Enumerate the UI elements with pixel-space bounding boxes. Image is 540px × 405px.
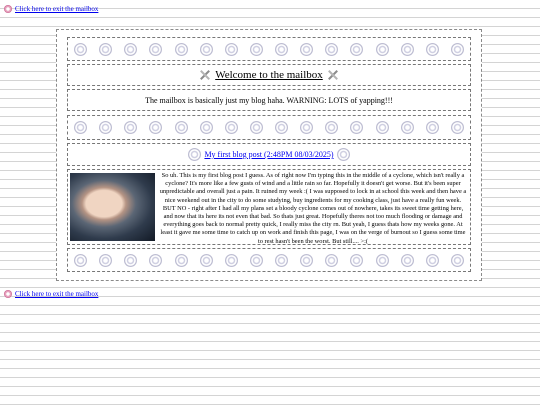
swirl-icon	[401, 121, 414, 134]
swirl-icon	[350, 43, 363, 56]
swirl-icon	[401, 254, 414, 267]
post-photo	[70, 173, 155, 241]
swirl-icon	[275, 254, 288, 267]
swirl-icon	[401, 43, 414, 56]
swirl-icon	[376, 254, 389, 267]
swirl-icon	[99, 43, 112, 56]
blog-post	[67, 169, 471, 245]
swirl-icon	[300, 121, 313, 134]
swirl-icon	[300, 43, 313, 56]
swirl-icon	[426, 43, 439, 56]
swirl-icon	[175, 121, 188, 134]
swirl-icon	[149, 121, 162, 134]
swirl-icon	[275, 43, 288, 56]
swirl-icon	[188, 148, 201, 161]
swirl-icon	[149, 43, 162, 56]
flower-icon	[4, 5, 12, 13]
decor-row-bottom	[67, 248, 471, 272]
swirl-icon	[200, 121, 213, 134]
swirl-icon	[250, 254, 263, 267]
swirl-icon	[376, 43, 389, 56]
swirl-icon	[337, 148, 350, 161]
decor-row-middle	[67, 115, 471, 140]
swirl-icon	[451, 254, 464, 267]
swirl-icon	[275, 121, 288, 134]
swirl-icon	[74, 43, 87, 56]
swirl-icon	[225, 121, 238, 134]
swirl-icon	[451, 43, 464, 56]
exit-link-label[interactable]: Click here to exit the mailbox	[15, 290, 99, 298]
swirl-icon	[175, 43, 188, 56]
swirl-icon	[74, 121, 87, 134]
post-body: So uh. This is my first blog post I guess. As of right now I'm typing this in the middle of a cyclone, which isn't really a cyclone? It's more like a few gusts of wind and a little rain so far. Hopefully it doesn't get worse. But it's been super unpredictable and overall just a pain. It ruined my week :( I was supposed to lock in at school this week and then have a nice weekend out in the city to do some studying, buy ingredients for my cooking class, just have a really fun week. BUT NO - right after I had all my plans set a bloody cyclone comes out of nowhere, takes its sweet time getting here, and now that its here its not even that bad. So thats just great. Hopefully theres not too much flooding or damage and everything goes back to normal pretty quick, I really miss the city rn. But yeah, I guess thats how my weeks gone. At least it gave me some time to catch up on work and finish this page, I was on the verge of burnout so I guess some time to rest hasn't been the worst. But still.... >:(	[159, 172, 467, 245]
swirl-icon	[376, 121, 389, 134]
swirl-icon	[99, 254, 112, 267]
title-banner	[67, 64, 471, 86]
exit-link-top[interactable]	[4, 5, 98, 13]
swirl-icon	[99, 121, 112, 134]
swirl-icon	[200, 254, 213, 267]
subtitle-banner	[67, 89, 471, 111]
post-title-banner	[67, 143, 471, 166]
swirl-icon	[124, 254, 137, 267]
flower-icon	[4, 290, 12, 298]
swirl-icon	[325, 254, 338, 267]
swirl-icon	[300, 254, 313, 267]
mailbox-frame	[56, 29, 482, 281]
page-subtitle: The mailbox is basically just my blog haha. WARNING: LOTS of yapping!!!	[145, 95, 393, 105]
tools-icon	[327, 69, 339, 81]
swirl-icon	[350, 121, 363, 134]
swirl-icon	[200, 43, 213, 56]
swirl-icon	[74, 254, 87, 267]
page-title: Welcome to the mailbox	[215, 69, 323, 81]
swirl-icon	[325, 121, 338, 134]
swirl-icon	[225, 254, 238, 267]
decor-row-top	[67, 37, 471, 61]
swirl-icon	[325, 43, 338, 56]
swirl-icon	[350, 254, 363, 267]
exit-link-bottom[interactable]	[4, 290, 98, 298]
swirl-icon	[225, 43, 238, 56]
swirl-icon	[250, 121, 263, 134]
exit-link-label[interactable]: Click here to exit the mailbox	[15, 5, 99, 13]
swirl-icon	[149, 254, 162, 267]
swirl-icon	[426, 254, 439, 267]
swirl-icon	[426, 121, 439, 134]
swirl-icon	[124, 43, 137, 56]
tools-icon	[199, 69, 211, 81]
swirl-icon	[175, 254, 188, 267]
swirl-icon	[124, 121, 137, 134]
post-title-link[interactable]: My first blog post (2:48PM 08/03/2025)	[204, 150, 334, 159]
swirl-icon	[250, 43, 263, 56]
swirl-icon	[451, 121, 464, 134]
